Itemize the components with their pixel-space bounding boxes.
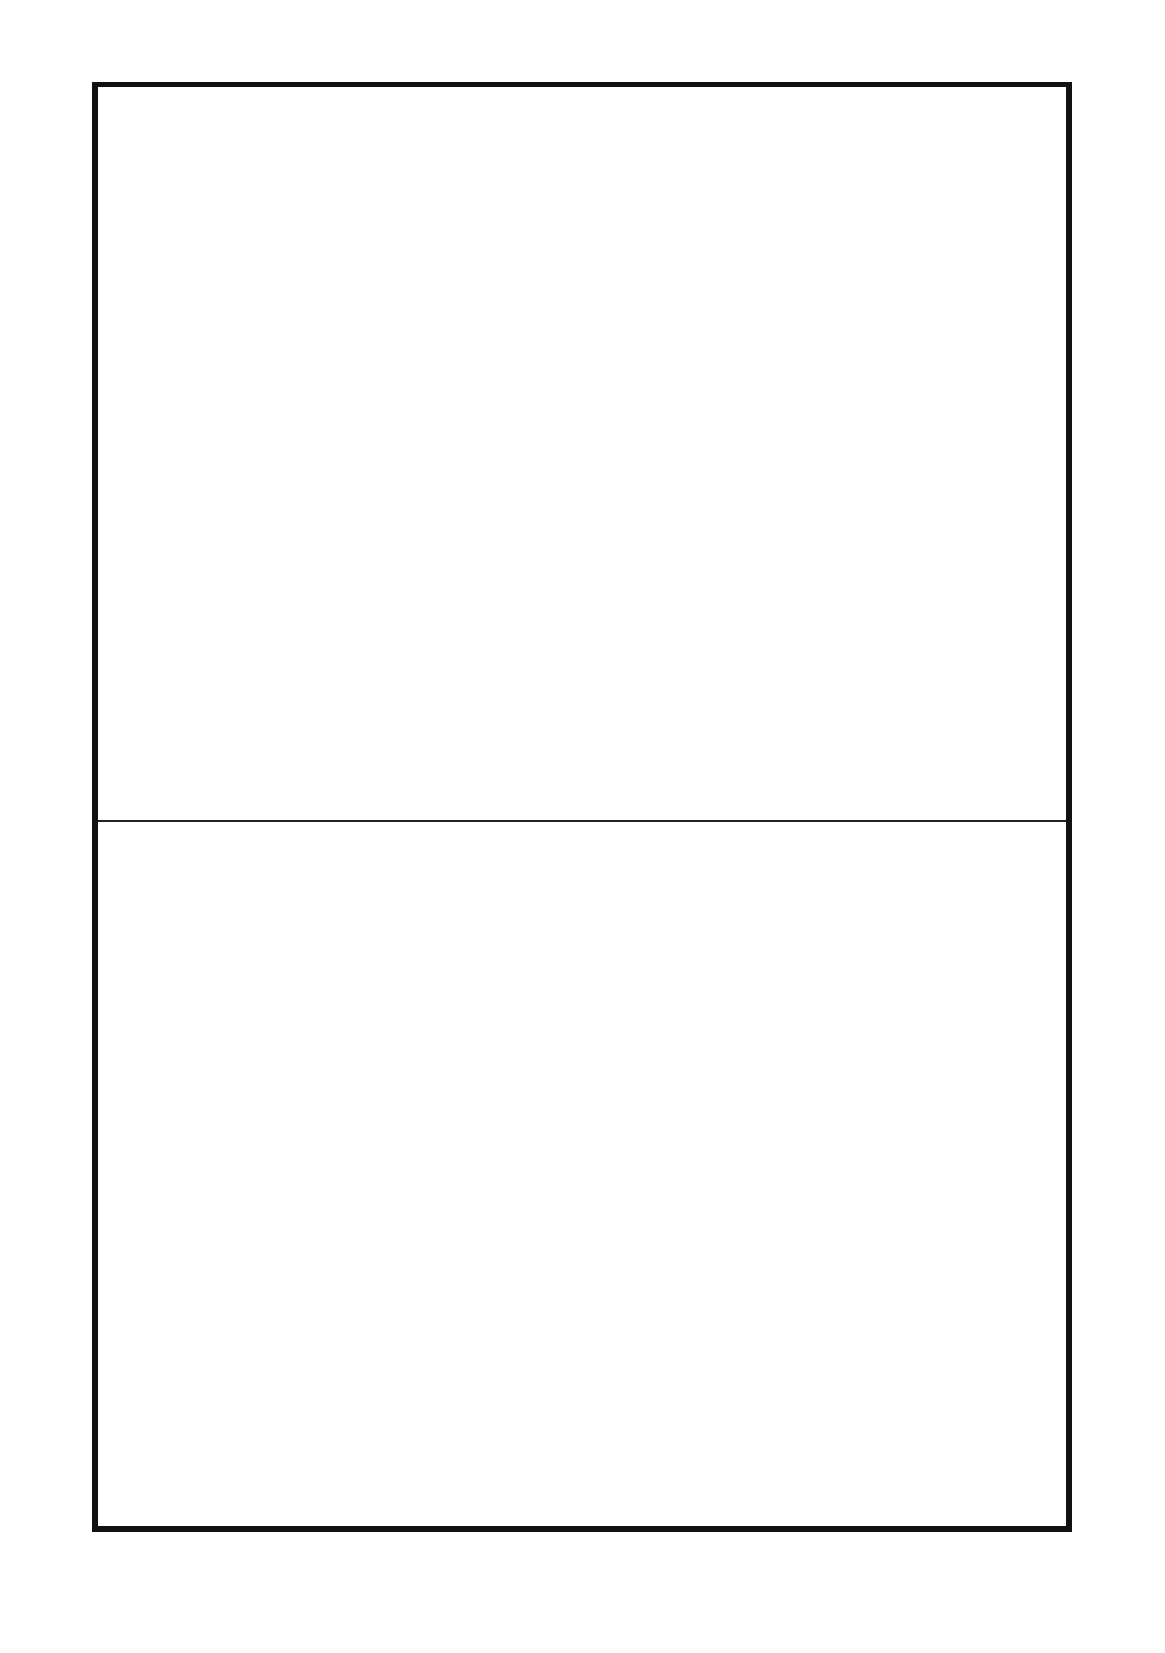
- page-frame: [92, 82, 1072, 1532]
- bottom-section: [98, 822, 1066, 1527]
- top-list: [98, 87, 1066, 820]
